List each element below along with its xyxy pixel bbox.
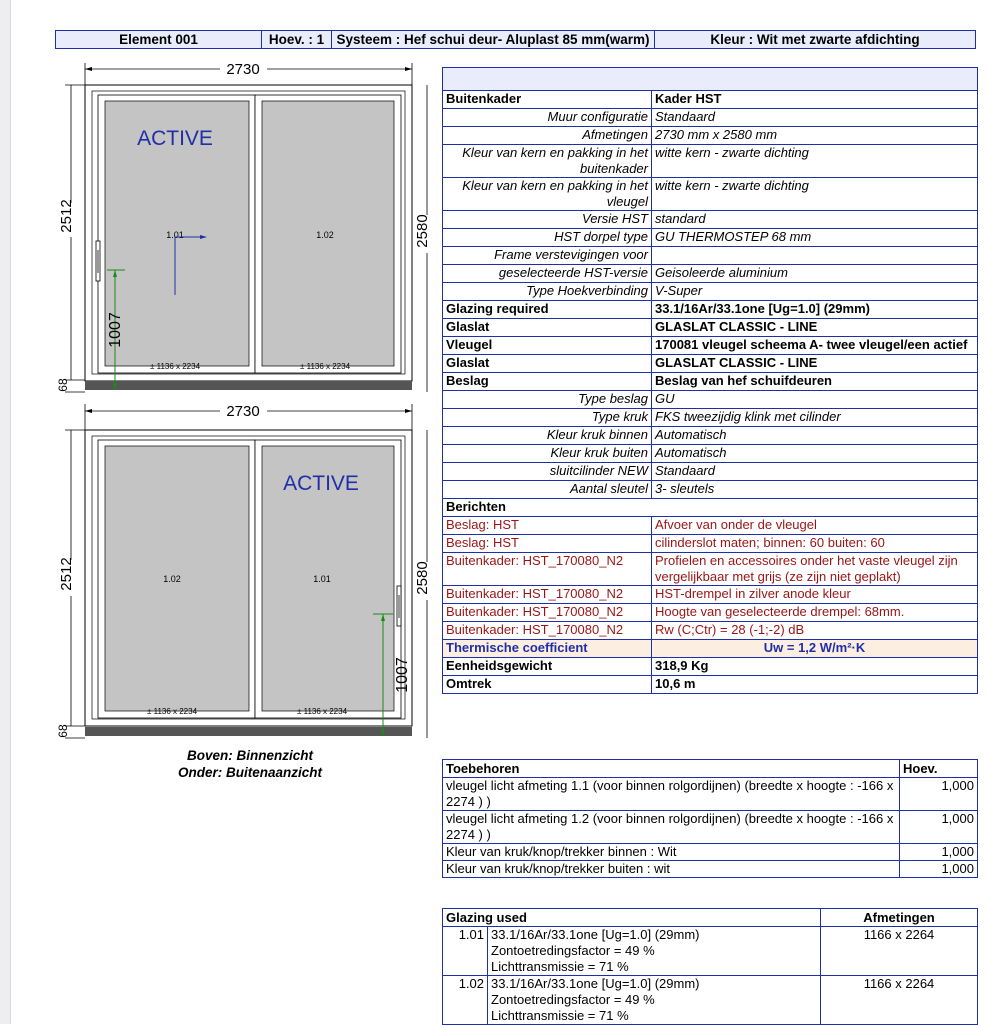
message-text: HST-drempel in zilver anode kleur: [652, 586, 978, 604]
accessory-row: [443, 861, 978, 878]
messages-title: Berichten: [443, 499, 978, 517]
message-row: [443, 535, 978, 553]
glazing-dimensions: 1166 x 2264: [821, 927, 978, 976]
glass-left-size: ± 1136 x 2234: [149, 362, 201, 371]
glazing-row: [443, 976, 978, 1025]
spec-value: [652, 247, 978, 265]
message-source: Beslag: HST: [443, 517, 652, 535]
spec-row: [443, 337, 978, 355]
col-header-name: Toebehoren: [443, 760, 900, 778]
spec-row: [443, 463, 978, 481]
glazing-id: 1.02: [443, 976, 488, 1025]
message-text: Hoogte van geselecteerde drempel: 68mm.: [652, 604, 978, 622]
dim-sill: 68: [56, 724, 70, 738]
spec-row: [443, 301, 978, 319]
message-row: [443, 604, 978, 622]
spec-value: 170081 vleugel scheema A- twee vleugel/een actief: [652, 337, 978, 355]
glazing-desc: [488, 976, 821, 1025]
spec-key: Muur configuratie: [443, 109, 652, 127]
glazing-dimensions: 1166 x 2264: [821, 976, 978, 1025]
message-text: Rw (C;Ctr) = 28 (-1;-2) dB: [652, 622, 978, 640]
weight-row: [443, 658, 978, 676]
accessory-name: vleugel licht afmeting 1.2 (voor binnen rolgordijnen) (breedte x hoogte : -166 x 2274 ) ): [443, 811, 900, 844]
message-row: [443, 517, 978, 535]
spec-key: Buitenkader: [443, 91, 652, 109]
sash-left-id: 1.01: [166, 230, 184, 240]
spec-row: [443, 229, 978, 247]
spec-row: [443, 373, 978, 391]
spec-key: Kleur van kern en pakking in het buitenkader: [443, 145, 652, 178]
message-text: Afvoer van onder de vleugel: [652, 517, 978, 535]
spec-value: witte kern - zwarte dichting: [652, 178, 978, 211]
view-caption-top: Boven: Binnenzicht: [186, 748, 313, 763]
weight-label: Eenheidsgewicht: [443, 658, 652, 676]
thermal-row: [443, 640, 978, 658]
spec-row: [443, 445, 978, 463]
spec-row: [443, 145, 978, 178]
spec-value: Kader HST: [652, 91, 978, 109]
spec-key: Afmetingen: [443, 127, 652, 145]
spec-value: Beslag van hef schuifdeuren: [652, 373, 978, 391]
spec-value: Standaard: [652, 109, 978, 127]
spec-row: [443, 409, 978, 427]
spec-value: FKS tweezijdig klink met cilinder: [652, 409, 978, 427]
message-source: Beslag: HST: [443, 535, 652, 553]
spec-row: [443, 127, 978, 145]
perimeter-label: Omtrek: [443, 676, 652, 694]
glazing-used-table: [442, 908, 978, 1025]
glazing-header: [443, 909, 978, 927]
spec-row: [443, 247, 978, 265]
spec-value: V-Super: [652, 283, 978, 301]
sash-right-id: 1.01: [313, 574, 331, 584]
spec-value: 2730 mm x 2580 mm: [652, 127, 978, 145]
message-source: Buitenkader: HST_170080_N2: [443, 553, 652, 586]
spec-key: Beslag: [443, 373, 652, 391]
message-row: [443, 622, 978, 640]
element-quantity: Hoev. : 1: [262, 31, 332, 48]
active-label: ACTIVE: [137, 127, 213, 150]
spec-key: Kleur van kern en pakking in het vleugel: [443, 178, 652, 211]
spec-row: [443, 481, 978, 499]
spec-row: [443, 427, 978, 445]
element-header: [55, 30, 976, 49]
sash-right-id: 1.02: [316, 230, 334, 240]
spec-value: GLASLAT CLASSIC - LINE: [652, 355, 978, 373]
thermal-label: Thermische coefficient: [443, 640, 652, 658]
spec-value: standard: [652, 211, 978, 229]
accessories-header: [443, 760, 978, 778]
glazing-type: 33.1/16Ar/33.1one [Ug=1.0] (29mm): [491, 927, 700, 942]
spec-value: Automatisch: [652, 427, 978, 445]
glazing-solar-factor: Zontoetredingsfactor = 49 %: [491, 943, 655, 958]
message-row: [443, 586, 978, 604]
accessory-row: [443, 778, 978, 811]
spec-key: Type beslag: [443, 391, 652, 409]
glazing-light-transmission: Lichttransmissie = 71 %: [491, 1008, 629, 1023]
view-caption-bottom: Onder: Buitenaanzicht: [177, 765, 322, 780]
element-name: Element 001: [56, 31, 262, 48]
accessory-qty: 1,000: [900, 861, 978, 878]
accessories-table: [442, 759, 978, 878]
accessory-name: Kleur van kruk/knop/trekker buiten : wit: [443, 861, 900, 878]
accessory-qty: 1,000: [900, 811, 978, 844]
sash-left-id: 1.02: [163, 574, 181, 584]
spec-key: Kleur kruk buiten: [443, 445, 652, 463]
glass-right-size: ± 1136 x 2234: [299, 362, 351, 371]
spec-row: [443, 109, 978, 127]
dim-height-right: 2580: [414, 561, 431, 595]
message-text: Profielen en accessoires onder het vaste vleugel zijn vergelijkbaar met grijs (ze zijn niet geplakt): [652, 553, 978, 586]
dim-handle-height: 1007: [107, 312, 124, 348]
col-header-dimensions: Afmetingen: [821, 909, 978, 927]
spec-key: Type kruk: [443, 409, 652, 427]
messages-header: [443, 499, 978, 517]
accessory-name: vleugel licht afmeting 1.1 (voor binnen rolgordijnen) (breedte x hoogte : -166 x 2274 ) ): [443, 778, 900, 811]
glazing-type: 33.1/16Ar/33.1one [Ug=1.0] (29mm): [491, 976, 700, 991]
spec-value: Standaard: [652, 463, 978, 481]
glass-right-size: ± 1136 x 2234: [296, 707, 348, 716]
spec-row: [443, 91, 978, 109]
spec-key: Type Hoekverbinding: [443, 283, 652, 301]
spec-key: Glazing required: [443, 301, 652, 319]
spec-row: [443, 355, 978, 373]
page-edge: [0, 0, 11, 1024]
spec-row: [443, 211, 978, 229]
spec-key: Vleugel: [443, 337, 652, 355]
spec-table: [442, 67, 978, 694]
spec-row: [443, 283, 978, 301]
spec-key: Kleur kruk binnen: [443, 427, 652, 445]
glazing-id: 1.01: [443, 927, 488, 976]
perimeter-row: [443, 676, 978, 694]
active-label: ACTIVE: [283, 472, 359, 495]
dim-width: 2730: [226, 61, 260, 78]
accessory-name: Kleur van kruk/knop/trekker binnen : Wit: [443, 844, 900, 861]
spec-key: Versie HST: [443, 211, 652, 229]
accessory-row: [443, 844, 978, 861]
spec-key: HST dorpel type: [443, 229, 652, 247]
spec-row: [443, 178, 978, 211]
door-drawing-interior: [55, 55, 440, 400]
element-system: Systeem : Hef schui deur- Aluplast 85 mm(warm): [332, 31, 655, 48]
accessory-qty: 1,000: [900, 844, 978, 861]
thermal-value: Uw = 1,2 W/m²·K: [652, 640, 978, 658]
spec-header-row: [443, 68, 978, 91]
spec-value: GLASLAT CLASSIC - LINE: [652, 319, 978, 337]
message-source: Buitenkader: HST_170080_N2: [443, 604, 652, 622]
spec-key: Aantal sleutel: [443, 481, 652, 499]
glass-left-size: ± 1136 x 2234: [146, 707, 198, 716]
spec-key: Frame verstevigingen voor: [443, 247, 652, 265]
message-source: Buitenkader: HST_170080_N2: [443, 622, 652, 640]
spec-key: geselecteerde HST-versie: [443, 265, 652, 283]
message-source: Buitenkader: HST_170080_N2: [443, 586, 652, 604]
glazing-light-transmission: Lichttransmissie = 71 %: [491, 959, 629, 974]
perimeter-value: 10,6 m: [652, 676, 978, 694]
spec-value: 33.1/16Ar/33.1one [Ug=1.0] (29mm): [652, 301, 978, 319]
dim-height-left: 2512: [58, 199, 75, 233]
spec-key: Glaslat: [443, 319, 652, 337]
spec-key: sluitcilinder NEW: [443, 463, 652, 481]
accessory-row: [443, 811, 978, 844]
dim-handle-height: 1007: [394, 657, 411, 693]
spec-value: 3- sleutels: [652, 481, 978, 499]
dim-height-left: 2512: [58, 557, 75, 591]
glazing-row: [443, 927, 978, 976]
message-row: [443, 553, 978, 586]
spec-value: Geisoleerde aluminium: [652, 265, 978, 283]
spec-value: Automatisch: [652, 445, 978, 463]
spec-row: [443, 265, 978, 283]
spec-row: [443, 391, 978, 409]
glazing-desc: [488, 927, 821, 976]
element-color: Kleur : Wit met zwarte afdichting: [710, 32, 920, 47]
glazing-solar-factor: Zontoetredingsfactor = 49 %: [491, 992, 655, 1007]
message-text: cilinderslot maten; binnen: 60 buiten: 60: [652, 535, 978, 553]
spec-value: GU THERMOSTEP 68 mm: [652, 229, 978, 247]
spec-value: GU: [652, 391, 978, 409]
col-header-glazing: Glazing used: [443, 909, 821, 927]
col-header-qty: Hoev.: [900, 760, 978, 778]
door-drawing-exterior: [55, 400, 440, 745]
dim-width: 2730: [226, 403, 260, 420]
dim-sill: 68: [56, 378, 70, 392]
spec-value: witte kern - zwarte dichting: [652, 145, 978, 178]
weight-value: 318,9 Kg: [652, 658, 978, 676]
dim-height-right: 2580: [414, 214, 431, 248]
spec-key: Glaslat: [443, 355, 652, 373]
accessory-qty: 1,000: [900, 778, 978, 811]
spec-row: [443, 319, 978, 337]
